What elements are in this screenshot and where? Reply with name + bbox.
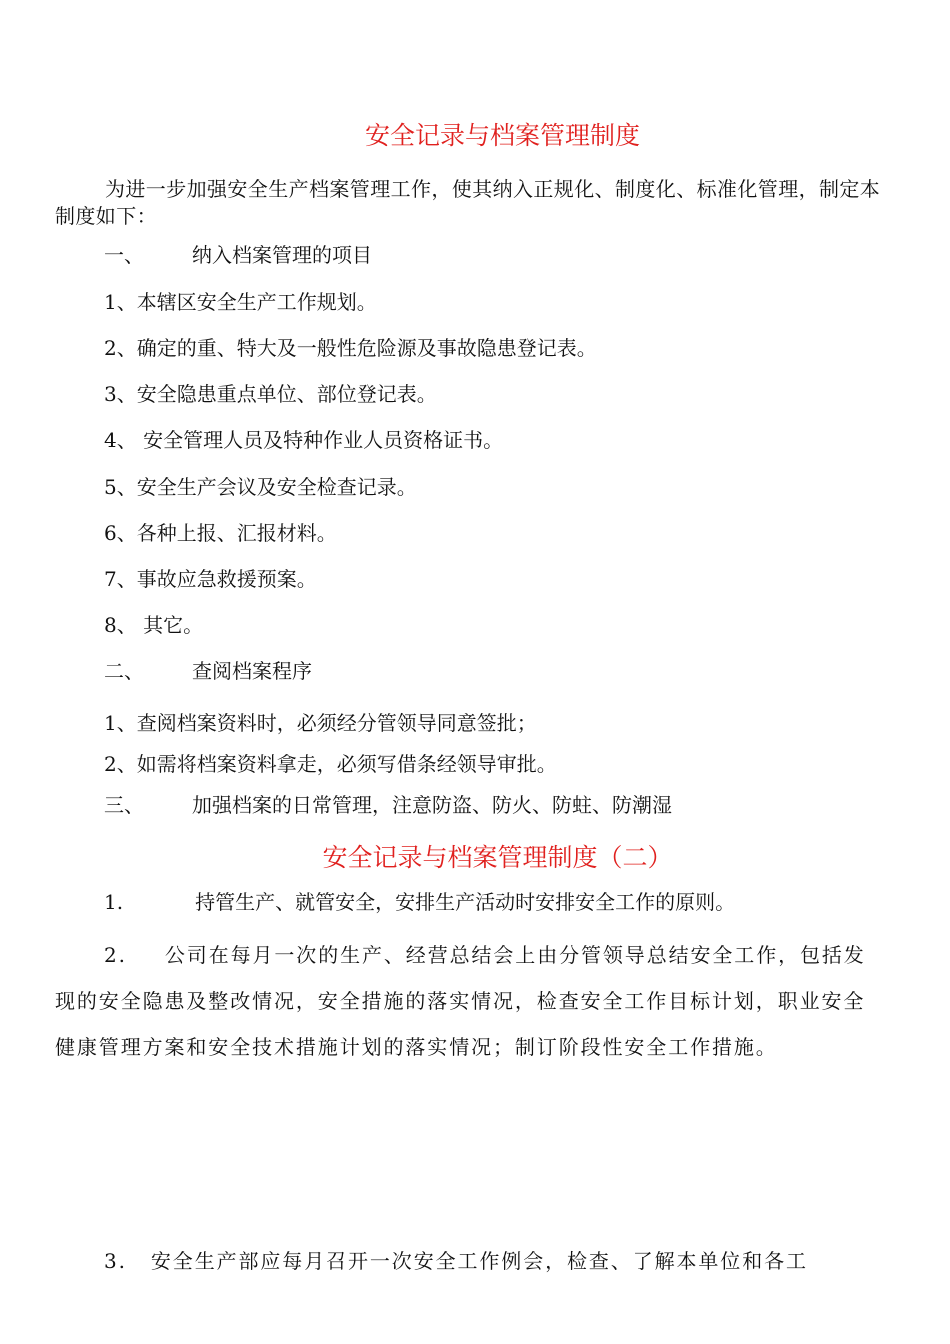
document-title: 安全记录与档案管理制度 — [364, 121, 640, 150]
section-2-title: 查阅档案程序 — [192, 659, 312, 683]
paragraph-3-number: 3. — [104, 1249, 127, 1273]
paragraph-3-text: 安全生产部应每月召开一次安全工作例会，检查、了解本单位和各工 — [150, 1249, 808, 1273]
section-1-title: 纳入档案管理的项目 — [192, 243, 372, 267]
list-item: 2、确定的重、特大及一般性危险源及事故隐患登记表。 — [104, 336, 597, 360]
section-2-number: 二、 — [104, 659, 144, 683]
list-item: 6、各种上报、汇报材料。 — [104, 521, 337, 545]
list-item: 8、 其它。 — [104, 613, 204, 637]
paragraph-2-text: 公司在每月一次的生产、经营总结会上由分管领导总结安全工作，包括发现的安全隐患及整改情况，安全措施的落实情况，检查安全工作目标计划，职业安全健康管理方案和安全技术措施计划的落实情况；制订阶段性安全工作措施。 — [55, 943, 866, 1059]
paragraph-2 — [55, 932, 887, 1070]
list-item: 4、 安全管理人员及特种作业人员资格证书。 — [104, 428, 504, 452]
section-3-number: 三、 — [104, 793, 144, 817]
section-2-heading — [104, 658, 312, 684]
list-item: 1、本辖区安全生产工作规划。 — [104, 290, 377, 314]
section-1-heading — [104, 242, 372, 268]
list-item: 5、安全生产会议及安全检查记录。 — [104, 475, 417, 499]
paragraph-2-number: 2. — [104, 943, 127, 967]
list-item: 2、如需将档案资料拿走，必须写借条经领导审批。 — [104, 752, 557, 776]
list-item: 7、事故应急救援预案。 — [104, 567, 317, 591]
paragraph-3 — [104, 1248, 808, 1274]
paragraph-1-text: 持管生产、就管安全，安排生产活动时安排安全工作的原则。 — [195, 890, 736, 914]
paragraph-1-number: 1. — [104, 890, 124, 914]
section-1-number: 一、 — [104, 243, 144, 267]
list-item: 1、查阅档案资料时，必须经分管领导同意签批； — [104, 711, 537, 735]
section-3-title: 加强档案的日常管理，注意防盗、防火、防蛀、防潮湿 — [192, 793, 672, 817]
intro-paragraph: 为进一步加强安全生产档案管理工作，使其纳入正规化、制度化、标准化管理，制定本制度如下： — [55, 177, 881, 228]
section-3-heading — [104, 792, 672, 818]
list-item: 3、安全隐患重点单位、部位登记表。 — [104, 382, 437, 406]
paragraph-1 — [104, 889, 735, 915]
document-title-2: 安全记录与档案管理制度（二） — [322, 843, 673, 872]
